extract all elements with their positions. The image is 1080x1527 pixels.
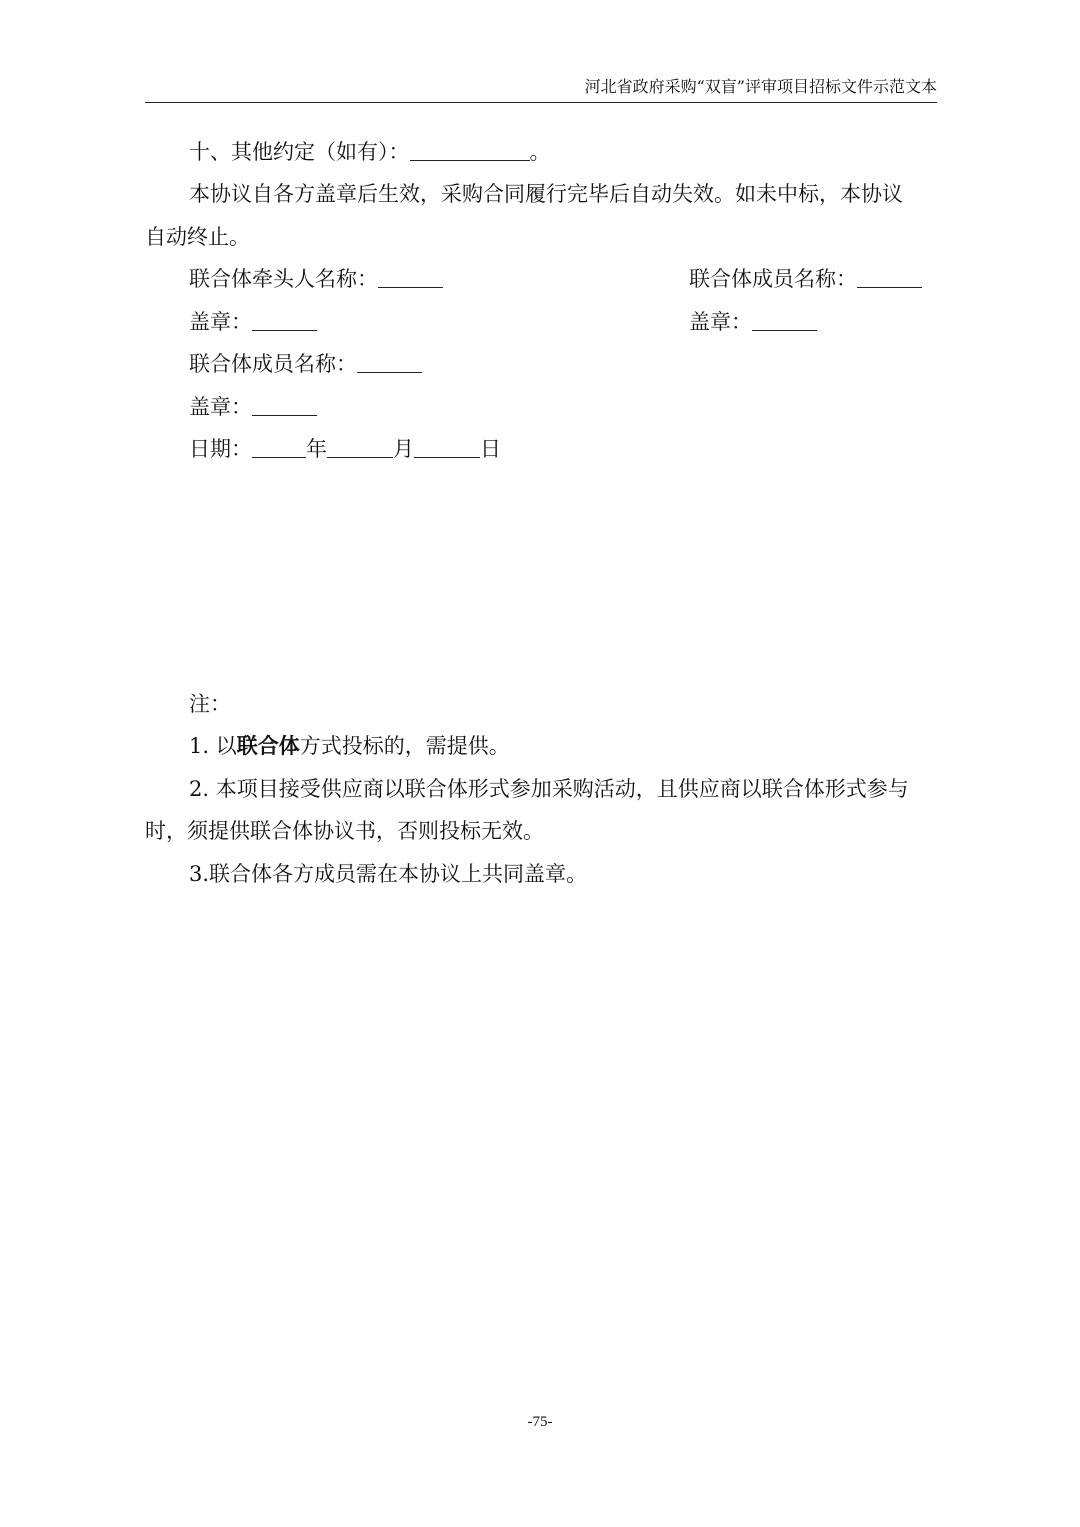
member-name-row-left bbox=[189, 349, 422, 379]
member-name-label-right: 联合体成员名称： bbox=[689, 267, 857, 291]
member-seal-label-left: 盖章： bbox=[189, 395, 252, 419]
member-name-blank-right[interactable] bbox=[857, 265, 922, 288]
header-title: 河北省政府采购“双盲”评审项目招标文件示范文本 bbox=[584, 77, 937, 96]
member-name-blank-left[interactable] bbox=[357, 350, 422, 373]
item-10-period: 。 bbox=[529, 140, 551, 164]
page-header bbox=[145, 74, 937, 103]
member-seal-blank-left[interactable] bbox=[252, 393, 317, 416]
lead-name-blank[interactable] bbox=[378, 265, 443, 288]
member-name-label-left: 联合体成员名称： bbox=[189, 352, 357, 376]
lead-seal-blank[interactable] bbox=[252, 308, 317, 331]
lead-name-label: 联合体牵头人名称： bbox=[189, 267, 378, 291]
month-blank[interactable] bbox=[327, 435, 393, 458]
date-row bbox=[189, 434, 501, 464]
note-3: 3.联合体各方成员需在本协议上共同盖章。 bbox=[189, 862, 588, 886]
member-seal-label-right: 盖章： bbox=[689, 310, 752, 334]
note-1-suffix: 方式投标的，需提供。 bbox=[299, 734, 510, 758]
item-10-other-agreements bbox=[189, 137, 551, 167]
item-10-label: 十、其他约定（如有）： bbox=[189, 140, 410, 164]
note-2-line2: 时，须提供联合体协议书，否则投标无效。 bbox=[145, 819, 544, 843]
page-number: -75- bbox=[527, 1414, 553, 1430]
day-label: 日 bbox=[480, 437, 501, 461]
note-1-prefix: 1. 以 bbox=[189, 734, 237, 758]
date-label: 日期： bbox=[189, 437, 252, 461]
year-label: 年 bbox=[306, 437, 327, 461]
member-seal-row-left bbox=[189, 392, 317, 422]
lead-seal-label: 盖章： bbox=[189, 310, 252, 334]
validity-paragraph-line1: 本协议自各方盖章后生效，采购合同履行完毕后自动失效。如未中标，本协议 bbox=[189, 182, 903, 206]
member-name-row-right bbox=[689, 264, 922, 294]
lead-name-row bbox=[189, 264, 443, 294]
member-seal-row-right bbox=[689, 307, 817, 337]
lead-seal-row bbox=[189, 307, 317, 337]
member-seal-blank-right[interactable] bbox=[752, 308, 817, 331]
month-label: 月 bbox=[393, 437, 414, 461]
validity-paragraph-line2: 自动终止。 bbox=[145, 225, 250, 249]
other-agreements-blank[interactable] bbox=[410, 138, 530, 161]
notes-title: 注： bbox=[189, 692, 231, 716]
day-blank[interactable] bbox=[414, 435, 480, 458]
year-blank[interactable] bbox=[252, 435, 306, 458]
note-1-bold: 联合体 bbox=[236, 733, 300, 758]
note-2-line1: 2. 本项目接受供应商以联合体形式参加采购活动，且供应商以联合体形式参与 bbox=[189, 777, 909, 801]
note-1 bbox=[189, 731, 510, 761]
